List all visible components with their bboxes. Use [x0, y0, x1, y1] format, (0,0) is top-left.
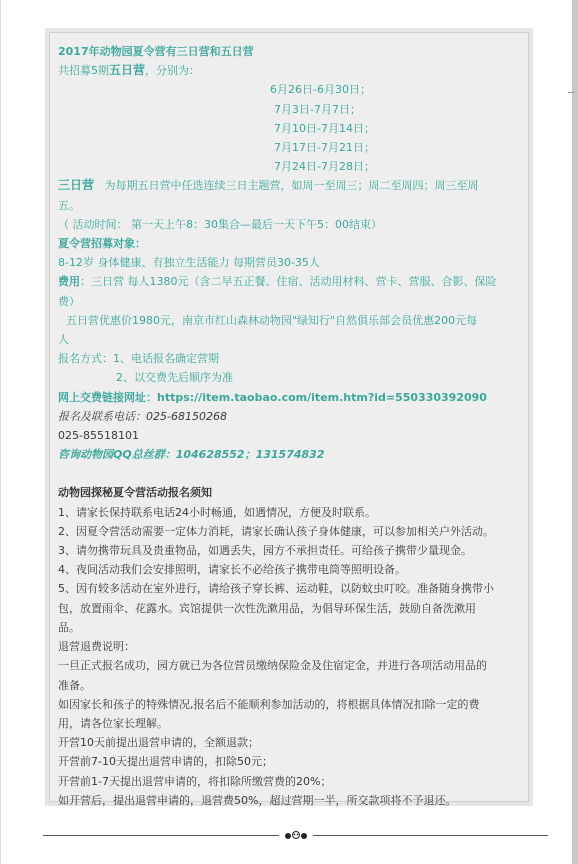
date-item: 7月17日-7月21日； [274, 141, 375, 155]
content-card [45, 28, 533, 806]
three-day-line [58, 176, 518, 195]
contact-phone: 报名及联系电话：025-68150268 [58, 409, 227, 423]
contact-phone-2: 025-85518101 [58, 429, 139, 443]
refund-line: 开营前7-10天提出退营申请的，扣除50元； [58, 755, 273, 769]
camp-title: 2017年动物园夏令营有三日营和五日营 [58, 45, 254, 58]
date-item: 7月24日-7月28日； [274, 160, 375, 174]
recruit-text: 8-12岁 身体健康、有独立生活能力 每期营员30-35人 [58, 256, 320, 270]
date-item: 7月3日-7月7日； [274, 102, 361, 116]
notice-item: 包，放置雨伞、花露水。宾馆提供一次性洗漱用品，为倡导环保生活，鼓励自备洗漱用 [58, 601, 476, 615]
spacer [58, 464, 518, 483]
notice-heading: 动物园探秘夏令营活动报名须知 [58, 486, 212, 500]
date-item: 6月26日-6月30日； [270, 83, 371, 97]
content-card-inner [49, 32, 529, 807]
refund-line: 如因家长和孩子的特殊情况,报名后不能顺利参加活动的，将根据具体情况扣除一定的费 [58, 697, 480, 711]
fee-line-2: 费） [58, 294, 80, 308]
notice-item: 3、请勿携带玩具及贵重物品，如遇丢失，园方不承担责任。可给孩子携带少量现金。 [58, 544, 472, 558]
notice-item: 2、因夏令营活动需要一定体力消耗，请家长确认孩子身体健康，可以参加相关户外活动。 [58, 524, 494, 538]
notice-item: 1、请家长保持联系电话24小时畅通，如遇情况，方便及时联系。 [58, 505, 376, 519]
refund-line: 如开营后，提出退营申请的，退营费50%，超过营期一半，所交款项将不予退还。 [58, 793, 457, 807]
date-item: 7月10日-7月14日； [274, 121, 375, 135]
activity-time: （ 活动时间： 第一天上午8：30集合—最后一天下午5：00结束） [58, 217, 382, 231]
intro-pre: 共招募5期 [58, 64, 109, 78]
refund-line: 一旦正式报名成功，园方就已为各位营员缴纳保险金及住宿定金，并进行各项活动用品的 [58, 659, 487, 673]
refund-line: 用，请各位家长理解。 [58, 716, 168, 730]
right-scroll-edge[interactable] [572, 0, 578, 864]
right-edge-mark [568, 92, 574, 93]
notice-item: 4、夜间活动我们会安排照明，请家长不必给孩子携带电筒等照明设备。 [58, 563, 406, 577]
three-day-label: 三日营 [58, 178, 95, 193]
date-list [58, 80, 518, 176]
three-day-text: 为每期五日营中任选连续三日主题营，如周一至周三；周二至周四；周三至周 [104, 179, 479, 193]
five-day-price: 五日营优惠价1980元，南京市红山森林动物园"绿知行"自然俱乐部会员优惠200元每 [66, 313, 478, 327]
panda-paw-icon [284, 830, 308, 842]
signup-method: 报名方式：1、电话报名确定营期 [58, 352, 219, 366]
fee-text: ：三日营 每人1380元（含二早五正餐、住宿、活动用材料、营卡、营服、合影、保险 [80, 275, 497, 289]
signup-method-2: 2、以交费先后顺序为准 [116, 371, 233, 385]
notice-item: 品。 [58, 620, 80, 634]
five-day-price-2: 人 [58, 333, 69, 347]
online-payment-link[interactable]: 网上交费链接网址：https://item.taobao.com/item.htm?id=550330392090 [58, 390, 487, 404]
refund-heading: 退营退费说明： [58, 640, 135, 654]
intro-strong: 五日营 [109, 63, 146, 78]
qq-group: 咨询动物园QQ总丝群：104628552；131574832 [58, 448, 325, 462]
refund-line: 准备。 [58, 678, 91, 692]
refund-line: 开营前1-7天提出退营申请的，将扣除所缴营费的20%； [58, 774, 332, 788]
refund-line: 开营10天前提出退营申请的，全额退款； [58, 736, 259, 750]
intro-post: ，分别为： [145, 64, 201, 78]
fee-label: 费用 [58, 275, 80, 289]
footer-divider-left [43, 835, 279, 836]
footer-divider-right [313, 835, 548, 836]
recruit-heading: 夏令营招募对象： [58, 237, 146, 251]
left-edge-rule [0, 0, 1, 864]
three-day-line-2: 五。 [58, 198, 80, 212]
intro-line [58, 61, 518, 80]
notice-item: 5、因有较多活动在室外进行，请给孩子穿长裤、运动鞋，以防蚊虫叮咬。准备随身携带小 [58, 582, 494, 596]
fee-line [58, 272, 518, 291]
